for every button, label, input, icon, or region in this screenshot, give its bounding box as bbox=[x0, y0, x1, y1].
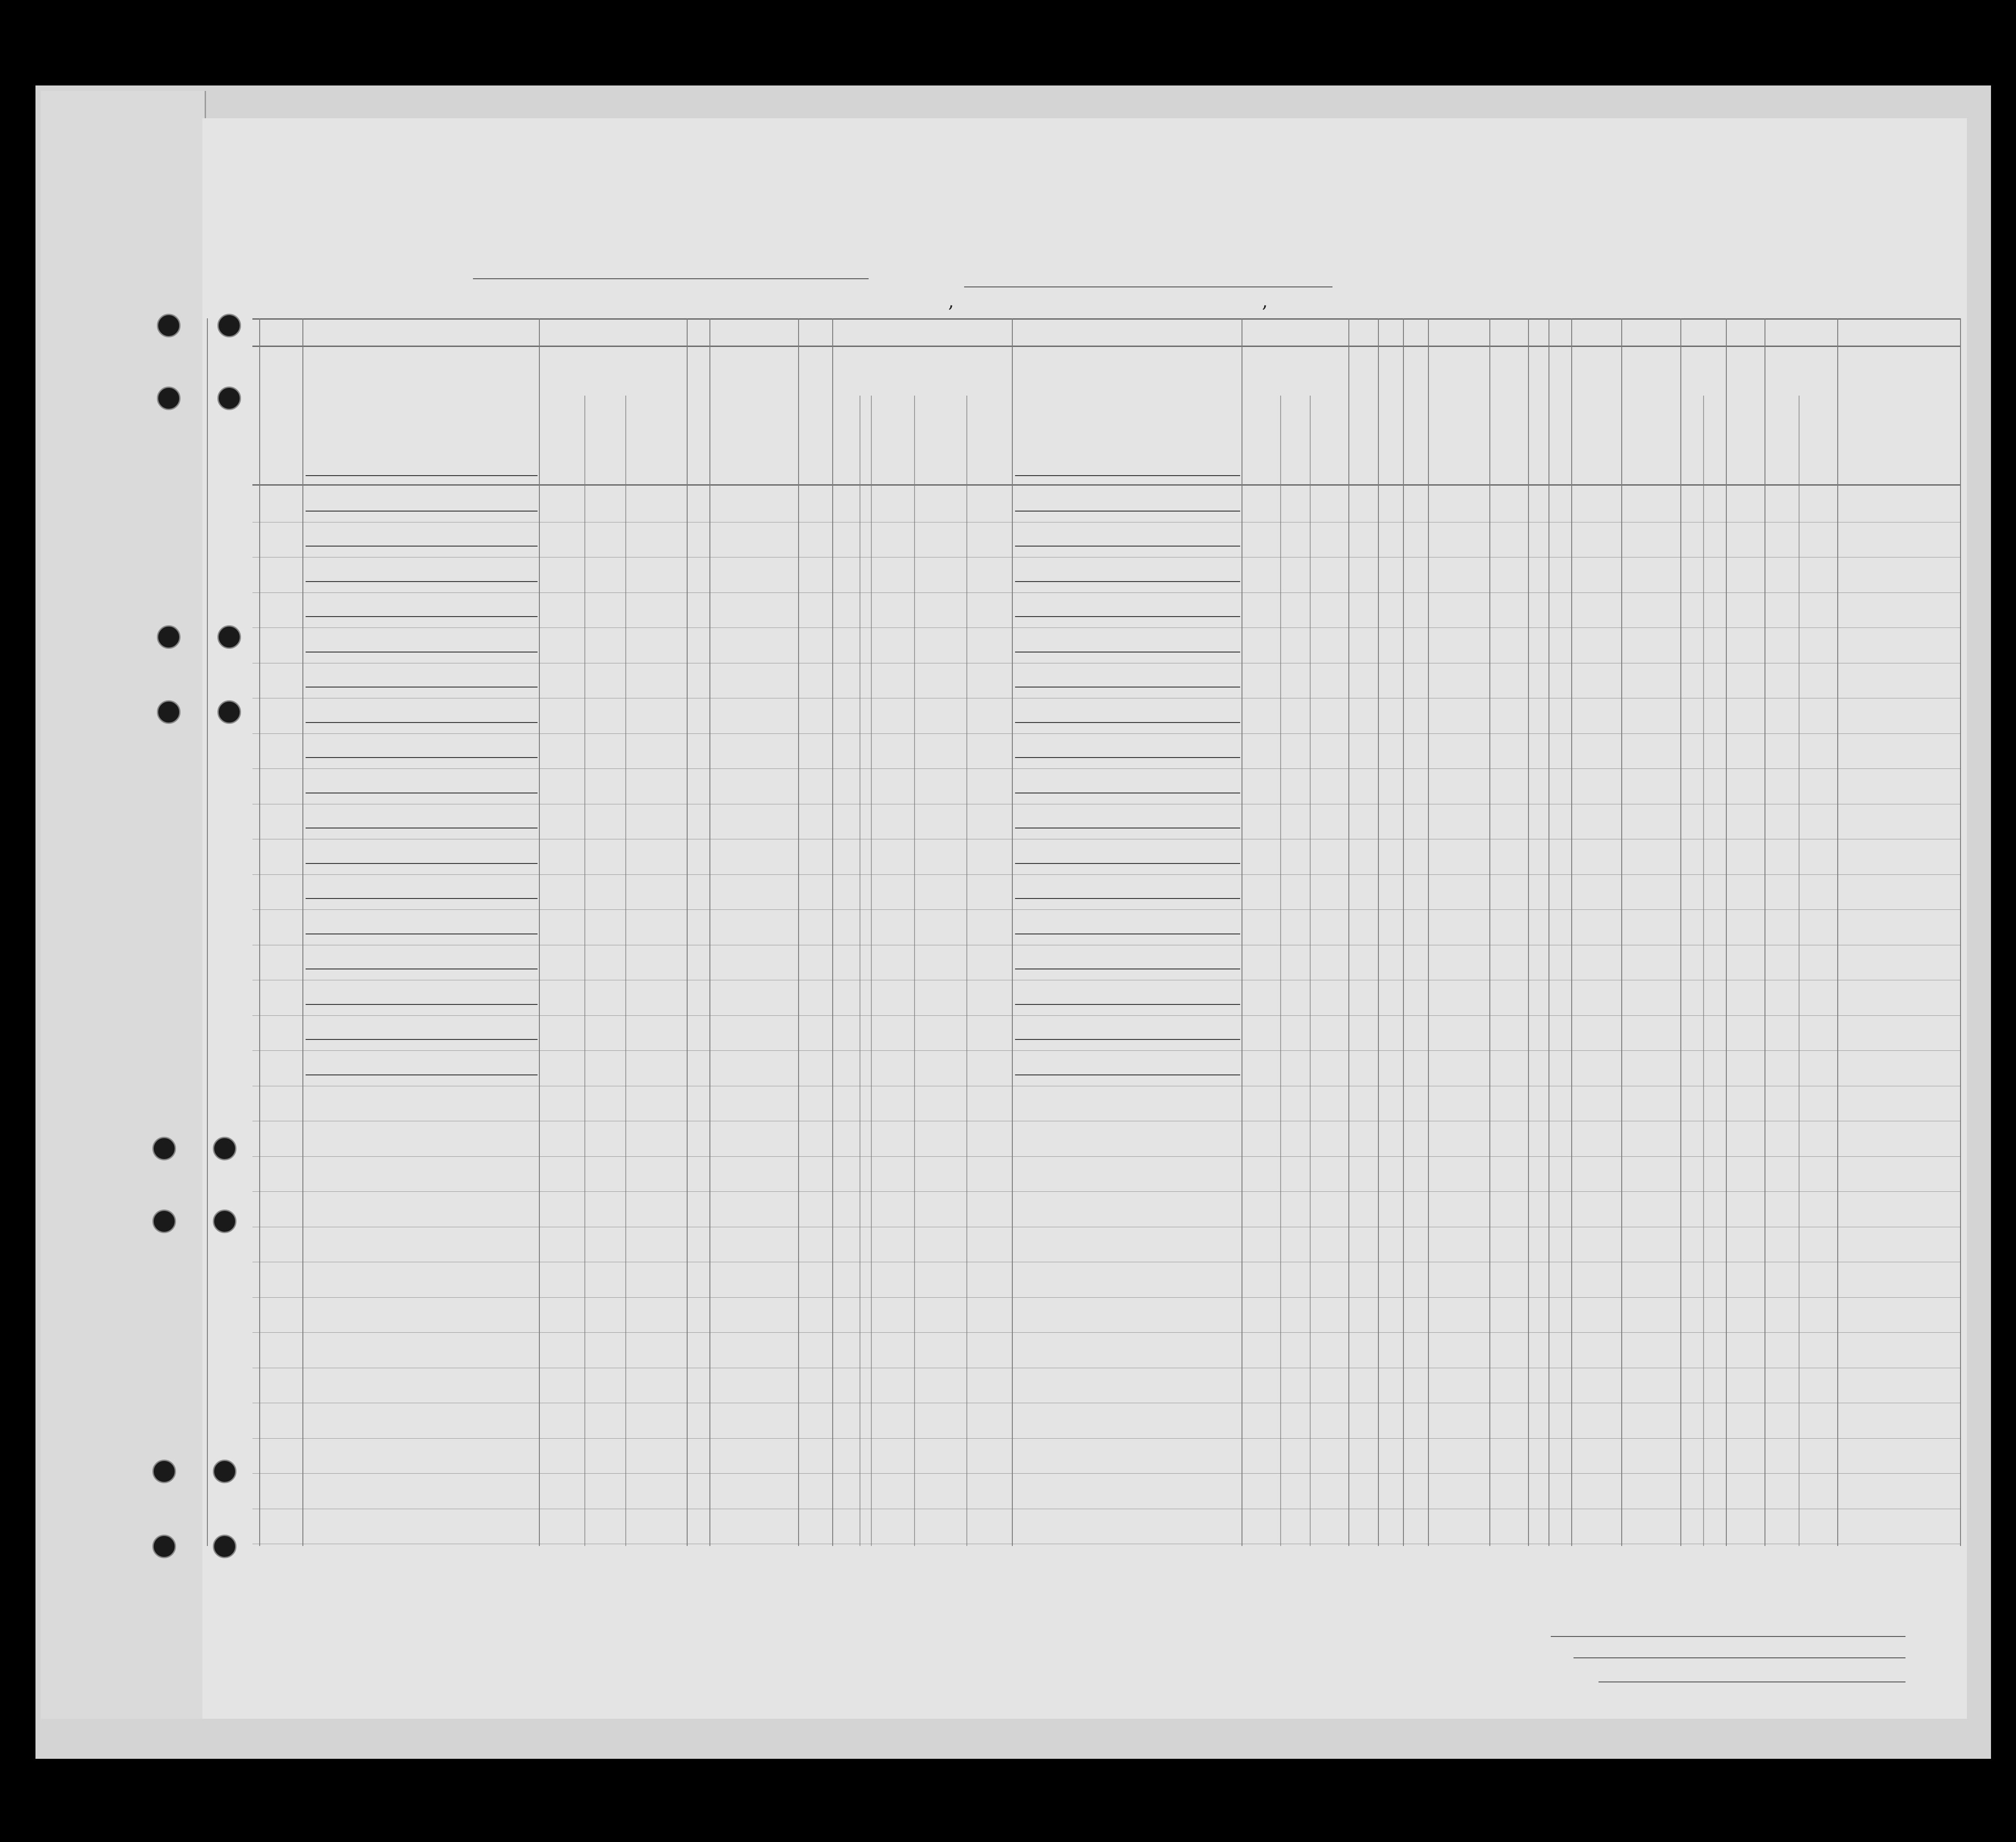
column-rule bbox=[1960, 318, 1961, 1546]
column-rule bbox=[259, 318, 260, 1546]
comma: , bbox=[1262, 291, 1268, 312]
punch-hole bbox=[213, 1535, 236, 1558]
port-name bbox=[473, 278, 869, 279]
punch-hole bbox=[217, 700, 241, 724]
left-page-fragment bbox=[41, 91, 206, 1719]
joining-relative bbox=[1015, 863, 1240, 864]
punch-hole bbox=[152, 1137, 176, 1160]
table-row bbox=[302, 905, 1958, 943]
joining-relative bbox=[1015, 511, 1240, 512]
table-row bbox=[302, 588, 1958, 626]
owners-value bbox=[1574, 1657, 1905, 1658]
comma: , bbox=[948, 291, 954, 312]
table-row bbox=[302, 941, 1958, 978]
agents-value bbox=[1599, 1681, 1905, 1682]
punch-hole bbox=[213, 1137, 236, 1160]
joining-relative bbox=[1015, 898, 1240, 899]
joining-relative bbox=[1015, 1004, 1240, 1005]
table-row bbox=[302, 482, 1958, 520]
table-row bbox=[302, 976, 1958, 1013]
relative-name bbox=[306, 475, 538, 476]
punch-hole bbox=[157, 386, 181, 410]
joining-relative bbox=[1015, 616, 1240, 617]
table-row bbox=[302, 764, 1958, 802]
col-header-27 bbox=[1405, 373, 1428, 473]
joining-relative bbox=[1015, 475, 1240, 476]
relative-name bbox=[306, 546, 538, 547]
relative-name bbox=[306, 616, 538, 617]
punch-hole bbox=[152, 1535, 176, 1558]
col-header-19 bbox=[687, 373, 714, 477]
relative-name bbox=[306, 687, 538, 688]
punch-hole bbox=[152, 1210, 176, 1233]
table-row bbox=[302, 835, 1958, 872]
punch-hole bbox=[213, 1460, 236, 1483]
punch-hole bbox=[217, 314, 241, 337]
relative-name bbox=[306, 511, 538, 512]
relative-name bbox=[306, 581, 538, 582]
relative-name bbox=[306, 1039, 538, 1040]
relative-name bbox=[306, 898, 538, 899]
joining-relative bbox=[1015, 722, 1240, 723]
table-row bbox=[302, 553, 1958, 590]
table-row bbox=[302, 870, 1958, 908]
joining-relative bbox=[1015, 687, 1240, 688]
col-header-21 bbox=[798, 366, 825, 475]
joining-relative bbox=[1015, 581, 1240, 582]
relative-name bbox=[306, 863, 538, 864]
joining-relative bbox=[1015, 546, 1240, 547]
table-row bbox=[302, 623, 1958, 661]
table-row bbox=[302, 694, 1958, 731]
header-top-line bbox=[252, 318, 1960, 320]
joining-relative bbox=[1015, 1039, 1240, 1040]
col-header-26 bbox=[1380, 373, 1403, 473]
relative-name bbox=[306, 757, 538, 758]
punch-hole bbox=[157, 625, 181, 649]
joining-relative bbox=[1015, 1074, 1240, 1075]
arrival-month bbox=[964, 286, 1332, 287]
line-value bbox=[1551, 1636, 1905, 1637]
punch-hole bbox=[157, 700, 181, 724]
table-row bbox=[302, 659, 1958, 696]
punch-hole bbox=[213, 1210, 236, 1233]
joining-relative bbox=[1015, 757, 1240, 758]
relative-name bbox=[306, 1074, 538, 1075]
left-fragment-rule bbox=[207, 318, 208, 1546]
table-row bbox=[302, 518, 1958, 555]
table-row bbox=[302, 1082, 1958, 1119]
punch-hole bbox=[217, 386, 241, 410]
header-number-line bbox=[252, 346, 1960, 347]
relative-name bbox=[306, 722, 538, 723]
table-row bbox=[302, 800, 1958, 837]
punch-hole bbox=[152, 1460, 176, 1483]
table-row bbox=[302, 1046, 1958, 1084]
punch-hole bbox=[157, 314, 181, 337]
punch-hole bbox=[217, 625, 241, 649]
relative-name bbox=[306, 1004, 538, 1005]
table-row bbox=[302, 1011, 1958, 1049]
table-row bbox=[302, 729, 1958, 767]
